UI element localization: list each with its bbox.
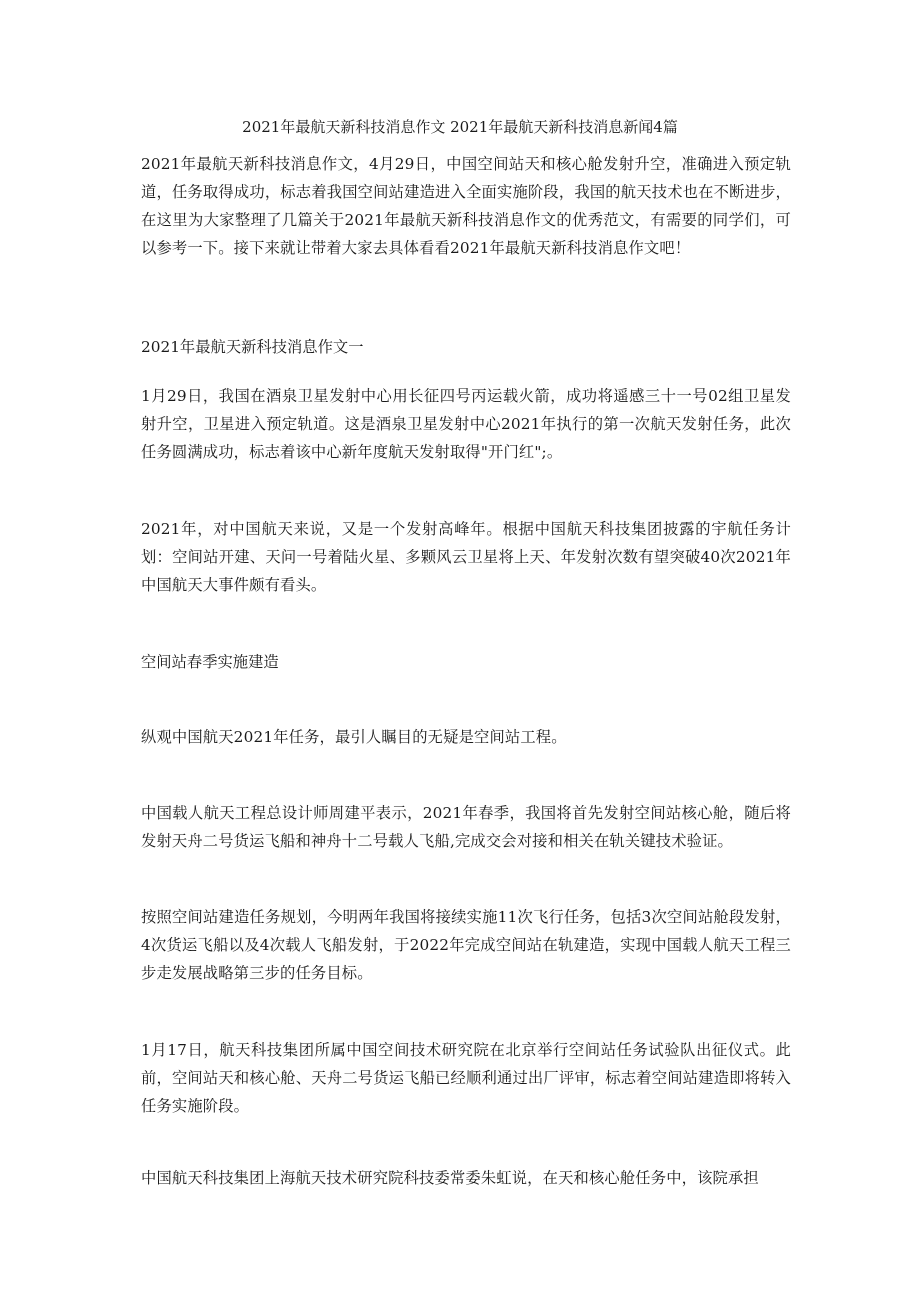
paragraph-4: 中国载人航天工程总设计师周建平表示，2021年春季，我国将首先发射空间站核心舱，随后将发射天舟二号货运飞船和神舟十二号载人飞船,完成交会对接和相关在轨关键技术验证。 xyxy=(141,804,791,850)
paragraph-5: 按照空间站建造任务规划，今明两年我国将接续实施11次飞行任务，包括3次空间站舱段发射，4次货运飞船以及4次载人飞船发射，于2022年完成空间站在轨建造，实现中国载人航天工程三步走发展战略第三步的任务目标。 xyxy=(141,908,791,982)
subheading-space-station: 空间站春季实施建造 xyxy=(141,653,279,671)
section-heading: 2021年最航天新科技消息作文一 xyxy=(141,338,364,356)
paragraph-6: 1月17日，航天科技集团所属中国空间技术研究院在北京举行空间站任务试验队出征仪式。此前，空间站天和核心舱、天舟二号货运飞船已经顺利通过出厂评审，标志着空间站建造即将转入任务实施阶段。 xyxy=(141,1041,791,1115)
paragraph-1: 1月29日，我国在酒泉卫星发射中心用长征四号丙运载火箭，成功将遥感三十一号02组卫星发射升空，卫星进入预定轨道。这是酒泉卫星发射中心2021年执行的第一次航天发射任务，此次任务圆满成功，标志着该中心新年度航天发射取得"开门红";。 xyxy=(141,387,791,461)
paragraph-3: 纵观中国航天2021年任务，最引人瞩目的无疑是空间站工程。 xyxy=(141,728,567,746)
paragraph-7: 中国航天科技集团上海航天技术研究院科技委常委朱虹说，在天和核心舱任务中，该院承担 xyxy=(141,1169,759,1187)
intro-paragraph: 2021年最航天新科技消息作文，4月29日，中国空间站天和核心舱发射升空，准确进入预定轨道，任务取得成功，标志着我国空间站建造进入全面实施阶段，我国的航天技术也在不断进步，在这里为大家整理了几篇关于2021年最航天新科技消息作文的优秀范文，有需要的同学们，可以参考一下。接下来就让带着大家去具体看看2021年最航天新科技消息作文吧！ xyxy=(141,155,791,257)
document-title: 2021年最航天新科技消息作文 2021年最航天新科技消息新闻4篇 xyxy=(242,118,678,136)
paragraph-2: 2021年，对中国航天来说，又是一个发射高峰年。根据中国航天科技集团披露的宇航任务计划：空间站开建、天问一号着陆火星、多颗风云卫星将上天、年发射次数有望突破40次2021年中国航天大事件颇有看头。 xyxy=(141,520,791,594)
